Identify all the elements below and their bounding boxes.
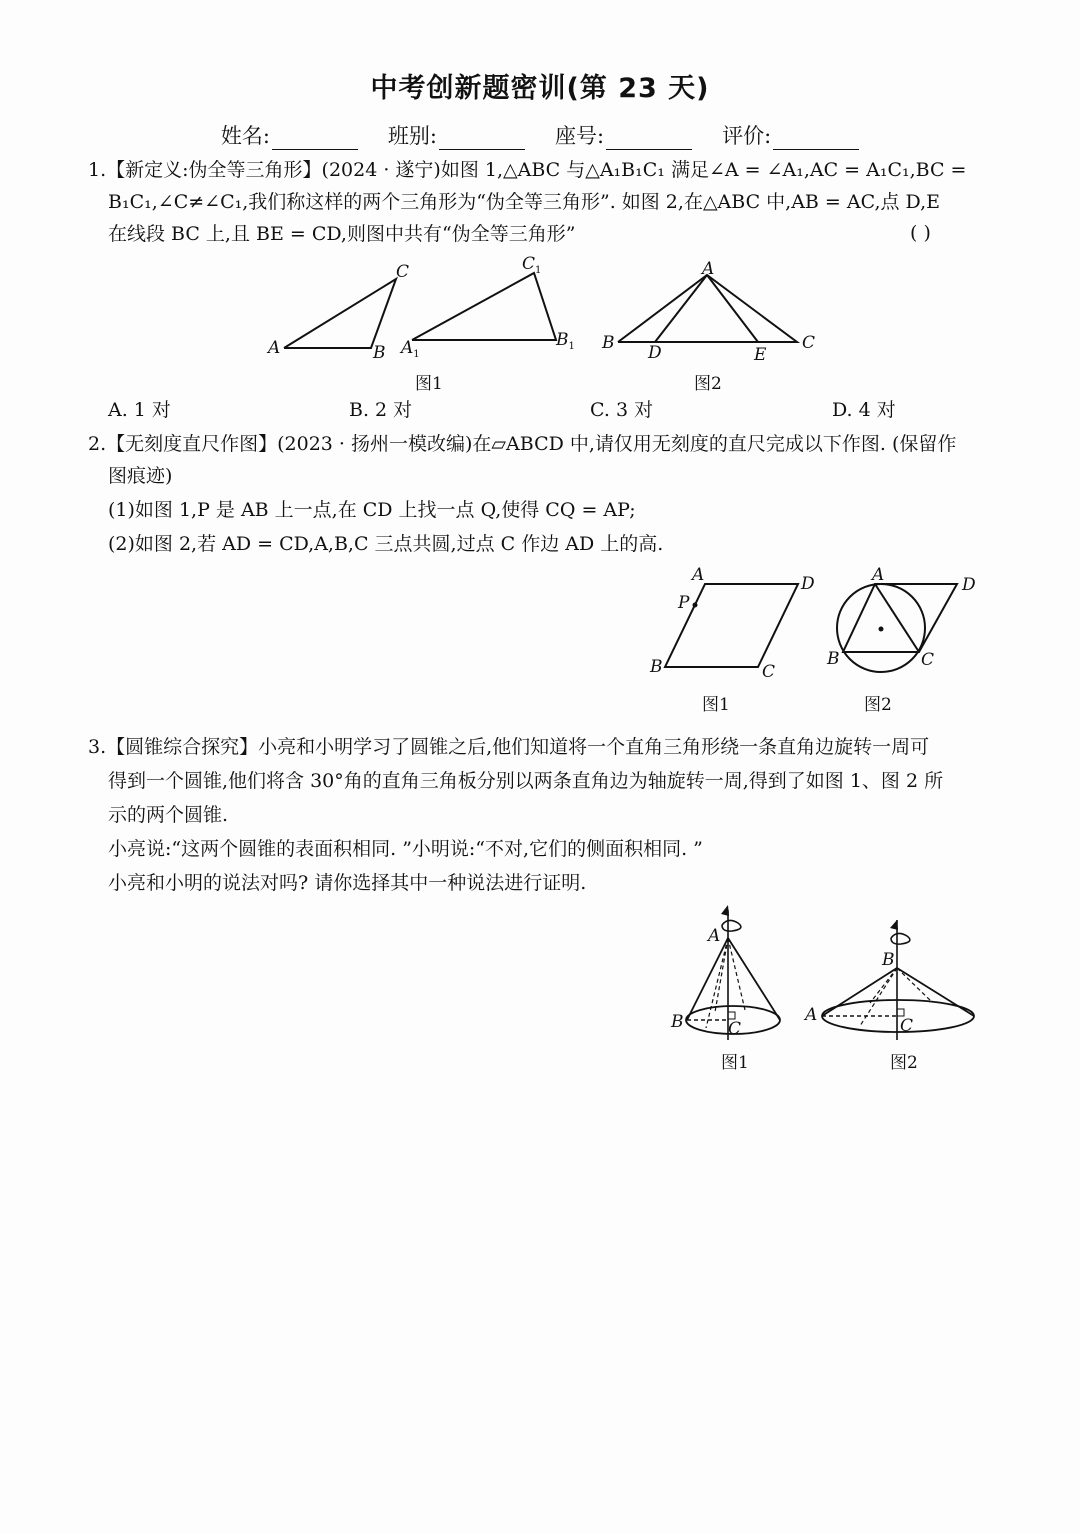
q2-fig2-label-c: C <box>921 650 935 670</box>
q3-fig1-label-b: B <box>671 1012 684 1032</box>
q1-label-c: C <box>396 262 410 282</box>
q1-label-b1: $B_1$ <box>556 330 575 353</box>
q1-label-a1: $A_1$ <box>401 338 420 361</box>
q3-line-1: 3.【圆锥综合探究】小亮和小明学习了圆锥之后,他们知道将一个直角三角形绕一条直角边旋转一周可 <box>88 736 930 758</box>
cone1-rotate-arrow <box>722 920 741 931</box>
rating-label: 评价: <box>722 124 772 148</box>
q1-fig2-label-c: C <box>802 333 816 353</box>
q2-fig1-label-b: B <box>650 657 663 677</box>
q3-fig1-label-c: C <box>728 1019 742 1039</box>
q1-answer-paren[interactable]: ( ) <box>910 222 931 244</box>
q3-fig1-label-a: A <box>708 926 721 946</box>
q2-line-1: 2.【无刻度直尺作图】(2023 · 扬州一模改编)在▱ABCD 中,请仅用无刻度的直尺完成以下作图. (保留作 <box>88 433 957 455</box>
q2-fig1-label-c: C <box>762 662 776 682</box>
q2-fig2-label-a: A <box>872 565 885 585</box>
q1-option-b[interactable]: B. 2 对 <box>349 399 413 421</box>
q2-line-2: 图痕迹) <box>108 465 173 487</box>
q3-fig2-label-a: A <box>805 1005 818 1025</box>
name-label: 姓名: <box>220 124 270 148</box>
q3-fig2-label-b: B <box>882 950 895 970</box>
q2-fig1-label-p: P <box>678 593 690 613</box>
q3-fig2-label-c: C <box>900 1016 914 1036</box>
q1-fig1-caption: 图1 <box>415 374 443 394</box>
q2-fig2-label-d: D <box>962 575 976 595</box>
page-title: 中考创新题密训(第 23 天) <box>370 73 710 104</box>
q1-fig2-label-e: E <box>754 345 767 365</box>
q2-fig2-caption: 图2 <box>864 695 892 715</box>
q2-fig1-label-d: D <box>801 574 815 594</box>
q1-label-b: B <box>373 343 386 363</box>
cone2-right-edge <box>897 968 974 1016</box>
q3-line-3: 示的两个圆锥. <box>108 804 229 826</box>
q3-line-2: 得到一个圆锥,他们将含 30°角的直角三角板分别以两条直角边为轴旋转一周,得到了如图 1、图 2 所 <box>108 770 944 792</box>
q1-fig2-label-b: B <box>602 333 615 353</box>
q3-line-4: 小亮说:“这两个圆锥的表面积相同. ”小明说:“不对,它们的侧面积相同. ” <box>108 838 703 860</box>
q2-part-2: (2)如图 2,若 AD = CD,A,B,C 三点共圆,过点 C 作边 AD 上的高. <box>108 533 664 555</box>
class-label: 班别: <box>387 124 437 148</box>
q1-label-a: A <box>268 338 281 358</box>
q1-line-3: 在线段 BC 上,且 BE = CD,则图中共有“伪全等三角形” <box>108 223 576 245</box>
q1-label-c1: $C_1$ <box>522 254 542 277</box>
seat-label: 座号: <box>555 124 605 148</box>
cone2-left-edge <box>822 968 897 1016</box>
q3-line-5: 小亮和小明的说法对吗? 请你选择其中一种说法进行证明. <box>108 872 587 894</box>
q2-fig1-caption: 图1 <box>702 695 730 715</box>
q1-line-2: B₁C₁,∠C≠∠C₁,我们称这样的两个三角形为“伪全等三角形”. 如图 2,在△ABC 中,AB = AC,点 D,E <box>108 191 941 213</box>
q2-fig2-label-b: B <box>827 649 840 669</box>
q2-fig1-label-a: A <box>692 565 705 585</box>
q1-line-1: 1.【新定义:伪全等三角形】(2024 · 遂宁)如图 1,△ABC 与△A₁B₁C₁ 满足∠A = ∠A₁,AC = A₁C₁,BC = <box>88 159 967 181</box>
q1-option-c[interactable]: C. 3 对 <box>590 399 654 421</box>
q2-part-1: (1)如图 1,P 是 AB 上一点,在 CD 上找一点 Q,使得 CQ = AP; <box>108 499 636 521</box>
q3-fig1-caption: 图1 <box>721 1053 749 1073</box>
q3-fig2-caption: 图2 <box>890 1053 918 1073</box>
q1-fig2-label-a: A <box>702 259 715 279</box>
q1-option-a[interactable]: A. 1 对 <box>108 399 171 421</box>
q1-fig2-label-d: D <box>648 343 662 363</box>
q1-option-d[interactable]: D. 4 对 <box>832 399 896 421</box>
cone2-rotate-arrow <box>891 933 910 944</box>
q1-fig2-caption: 图2 <box>694 374 722 394</box>
